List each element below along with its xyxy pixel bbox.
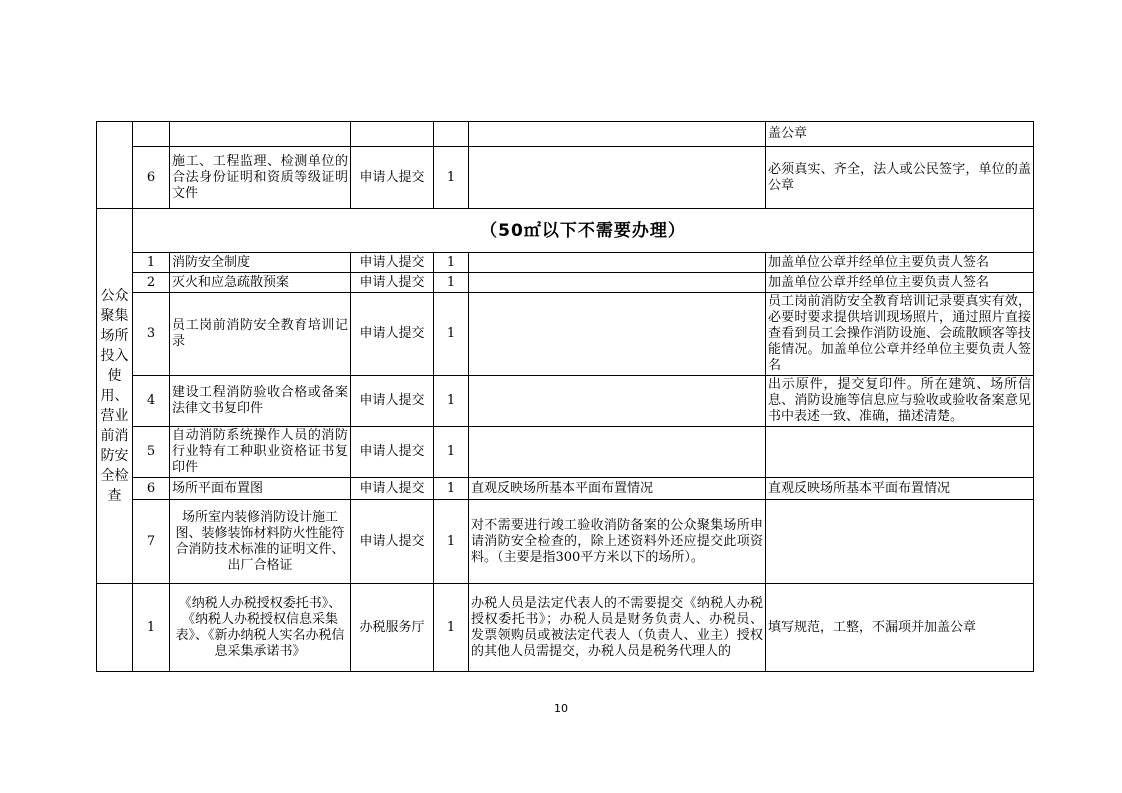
table-row — [97, 500, 1034, 584]
submitter: 申请人提交 — [351, 376, 434, 427]
material-name: 建设工程消防验收合格或备案法律文书复印件 — [170, 376, 351, 427]
table-row — [97, 253, 1034, 273]
section-title: （50㎡以下不需要办理） — [133, 209, 1034, 253]
requirement: 出示原件，提交复印件。所在建筑、场所信息、消防设施等信息应与验收或验收备案意见书中表述一致、准确，描述清楚。 — [766, 376, 1034, 427]
material-name: 员工岗前消防安全教育培训记录 — [170, 293, 351, 376]
table-row — [97, 376, 1034, 427]
quantity — [434, 122, 469, 147]
requirement — [766, 500, 1034, 584]
quantity: 1 — [434, 376, 469, 427]
row-number: 1 — [133, 584, 170, 672]
row-number: 3 — [133, 293, 170, 376]
description: 对不需要进行竣工验收消防备案的公众聚集场所申请消防安全检查的，除上述资料外还应提交此项资料。（主要是指300平方米以下的场所）。 — [469, 500, 766, 584]
table-row — [97, 478, 1034, 500]
submitter — [351, 122, 434, 147]
row-number: 4 — [133, 376, 170, 427]
description: 直观反映场所基本平面布置情况 — [469, 478, 766, 500]
quantity: 1 — [434, 584, 469, 672]
submitter: 申请人提交 — [351, 147, 434, 209]
material-name — [170, 122, 351, 147]
row-number: 6 — [133, 147, 170, 209]
submitter: 申请人提交 — [351, 427, 434, 478]
requirement: 直观反映场所基本平面布置情况 — [766, 478, 1034, 500]
description — [469, 427, 766, 478]
description — [469, 376, 766, 427]
row-number: 7 — [133, 500, 170, 584]
submitter: 申请人提交 — [351, 253, 434, 273]
submitter: 申请人提交 — [351, 500, 434, 584]
material-name: 《纳税人办税授权委托书》、《纳税人办税授权信息采集表》、《新办纳税人实名办税信息采集承诺书》 — [170, 584, 351, 672]
quantity: 1 — [434, 147, 469, 209]
description: 办税人员是法定代表人的不需要提交《纳税人办税授权委托书》；办税人员是财务负责人、办税员、发票领购员或被法定代表人（负责人、业主）授权的其他人员需提交，办税人员是税务代理人的 — [469, 584, 766, 672]
material-name: 自动消防系统操作人员的消防行业特有工种职业资格证书复印件 — [170, 427, 351, 478]
quantity: 1 — [434, 273, 469, 293]
quantity: 1 — [434, 478, 469, 500]
quantity: 1 — [434, 500, 469, 584]
material-name: 场所平面布置图 — [170, 478, 351, 500]
requirement: 盖公章 — [766, 122, 1034, 147]
row-number: 6 — [133, 478, 170, 500]
table-row — [97, 273, 1034, 293]
requirement: 加盖单位公章并经单位主要负责人签名 — [766, 253, 1034, 273]
requirement: 填写规范，工整，不漏项并加盖公章 — [766, 584, 1034, 672]
page-number: 10 — [554, 702, 568, 715]
section-title-row — [97, 209, 1034, 253]
category-cell: 公众聚集场所投入使用、营业前消防安全检查 — [97, 209, 133, 584]
table-row — [97, 122, 1034, 147]
row-number — [133, 122, 170, 147]
quantity: 1 — [434, 427, 469, 478]
requirement: 加盖单位公章并经单位主要负责人签名 — [766, 273, 1034, 293]
requirement — [766, 427, 1034, 478]
row-number: 1 — [133, 253, 170, 273]
materials-table — [96, 121, 1034, 672]
quantity: 1 — [434, 253, 469, 273]
description — [469, 147, 766, 209]
quantity: 1 — [434, 293, 469, 376]
material-name: 施工、工程监理、检测单位的合法身份证明和资质等级证明文件 — [170, 147, 351, 209]
description — [469, 253, 766, 273]
requirement: 必须真实、齐全，法人或公民签字，单位的盖公章 — [766, 147, 1034, 209]
material-name: 消防安全制度 — [170, 253, 351, 273]
table-row — [97, 147, 1034, 209]
row-number: 5 — [133, 427, 170, 478]
category-cell — [97, 584, 133, 672]
description — [469, 122, 766, 147]
table-row — [97, 293, 1034, 376]
table-row — [97, 584, 1034, 672]
material-name: 场所室内装修消防设计施工图、装修装饰材料防火性能符合消防技术标准的证明文件、出厂合格证 — [170, 500, 351, 584]
material-name: 灭火和应急疏散预案 — [170, 273, 351, 293]
submitter: 申请人提交 — [351, 478, 434, 500]
submitter: 办税服务厅 — [351, 584, 434, 672]
description — [469, 293, 766, 376]
description — [469, 273, 766, 293]
submitter: 申请人提交 — [351, 273, 434, 293]
row-number: 2 — [133, 273, 170, 293]
requirement: 员工岗前消防安全教育培训记录要真实有效，必要时要求提供培训现场照片，通过照片直接查看到员工会操作消防设施、会疏散顾客等技能情况。加盖单位公章并经单位主要负责人签名 — [766, 293, 1034, 376]
submitter: 申请人提交 — [351, 293, 434, 376]
table-row — [97, 427, 1034, 478]
category-cell — [97, 122, 133, 209]
